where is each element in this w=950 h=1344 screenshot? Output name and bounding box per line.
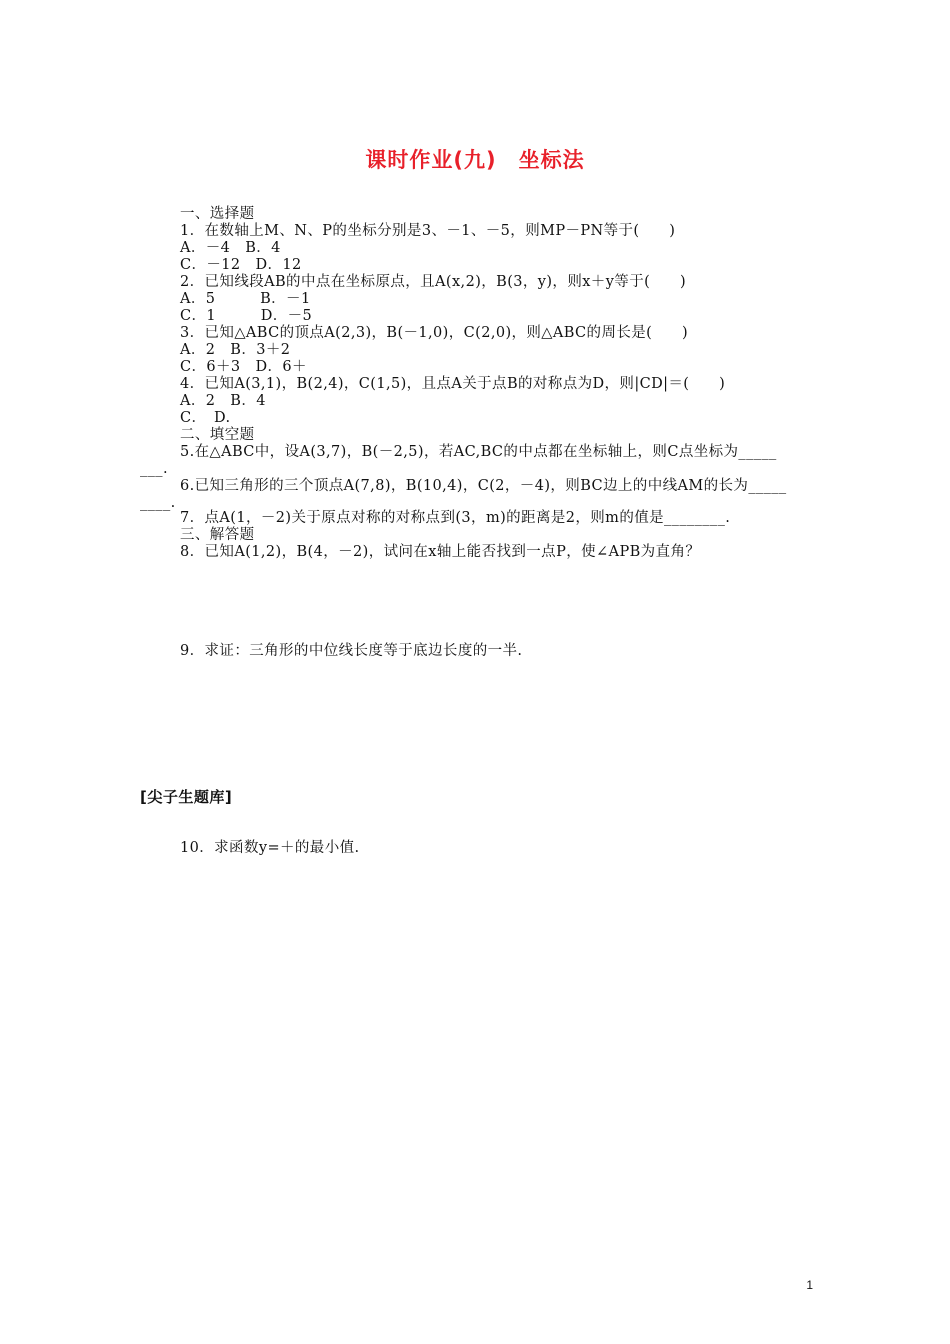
question-1-options-cd: C．－12 D．12 <box>180 257 302 273</box>
question-2: 2．已知线段AB的中点在坐标原点，且A(x,2)，B(3，y)，则x＋y等于( ) <box>180 274 687 290</box>
question-8: 8．已知A(1,2)，B(4，－2)，试问在x轴上能否找到一点P，使∠APB为直角？ <box>180 544 701 560</box>
question-6-continuation: ____. <box>140 495 176 511</box>
section-heading-fill: 二、填空题 <box>180 427 255 443</box>
question-5-continuation: ___. <box>140 461 168 477</box>
question-4-options-ab: A．2 B．4 <box>180 393 266 409</box>
question-1: 1．在数轴上M、N、P的坐标分别是3、－1、－5，则MP－PN等于( ) <box>180 223 676 239</box>
section-heading-choice: 一、选择题 <box>180 206 255 222</box>
question-4: 4．已知A(3,1)，B(2,4)，C(1,5)，且点A关于点B的对称点为D，则|CD|＝( ) <box>180 376 726 392</box>
question-1-options-ab: A．－4 B．4 <box>180 240 281 256</box>
question-2-options-cd: C．1 D．－5 <box>180 308 313 324</box>
top-students-section-tag: [尖子生题库] <box>140 788 233 806</box>
question-3: 3．已知△ABC的顶点A(2,3)，B(－1,0)，C(2,0)，则△ABC的周长是( ) <box>180 325 689 341</box>
question-4-options-cd: C． D. <box>180 410 231 426</box>
question-3-options-ab: A．2 B．3＋2 <box>180 342 291 358</box>
page-number: 1 <box>806 1278 813 1292</box>
section-heading-answer: 三、解答题 <box>180 527 255 543</box>
question-6: 6.已知三角形的三个顶点A(7,8)，B(10,4)，C(2，－4)，则BC边上的中线AM的长为_____ <box>180 478 787 494</box>
question-5: 5.在△ABC中，设A(3,7)，B(－2,5)，若AC,BC的中点都在坐标轴上，则C点坐标为_____ <box>180 444 777 460</box>
page-title: 课时作业(九) 坐标法 <box>365 148 585 172</box>
question-9: 9．求证：三角形的中位线长度等于底边长度的一半. <box>180 643 523 659</box>
question-2-options-ab: A．5 B．－1 <box>180 291 311 307</box>
question-7: 7．点A(1，－2)关于原点对称的对称点到(3，m)的距离是2，则m的值是________. <box>180 510 731 526</box>
question-3-options-cd: C．6＋3 D．6＋ <box>180 359 307 375</box>
question-10: 10．求函数y=＋的最小值. <box>180 840 360 856</box>
